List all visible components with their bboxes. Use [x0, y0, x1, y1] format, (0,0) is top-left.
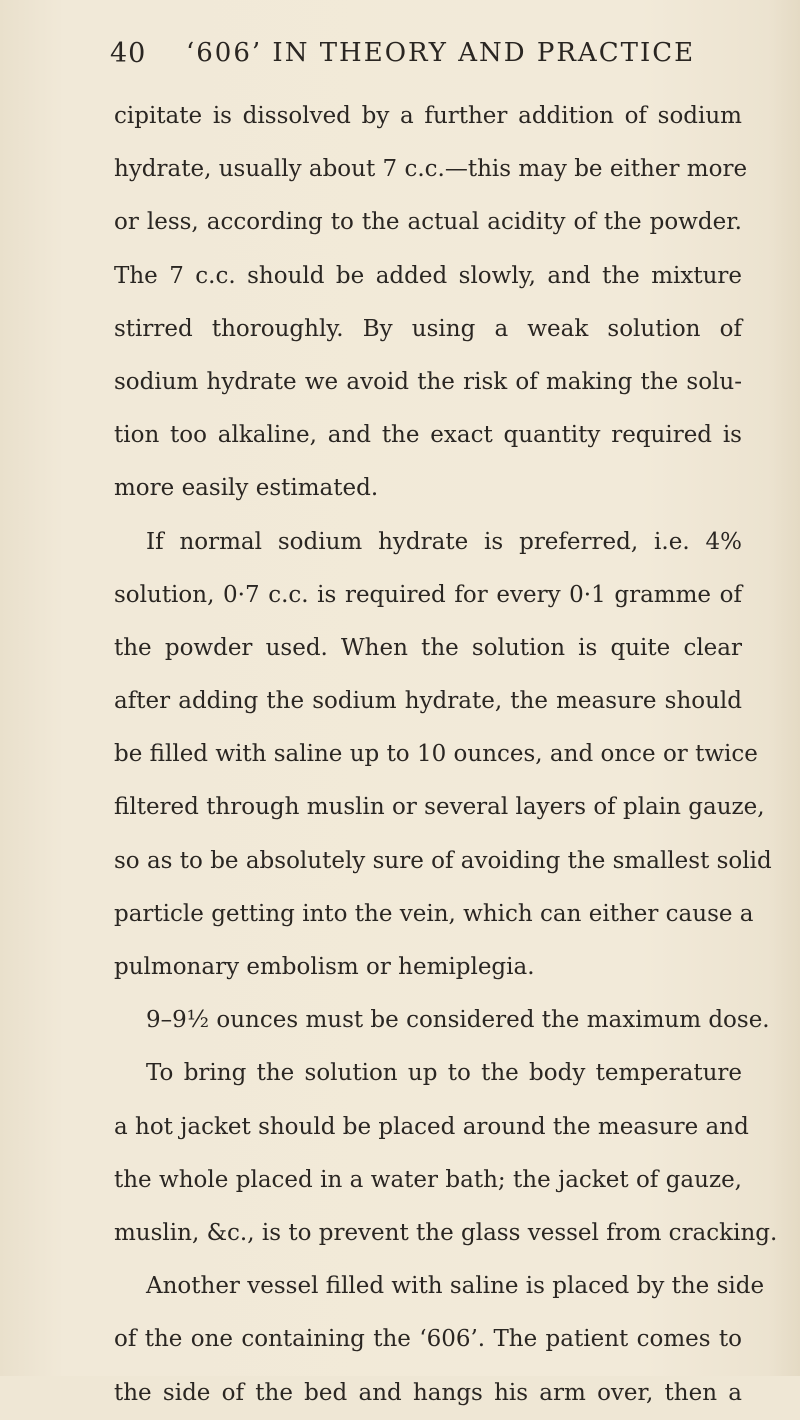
text-line: stirred thoroughly. By using a weak solution of	[114, 315, 742, 342]
text-line: the side of the bed and hangs his arm over, then a	[114, 1379, 742, 1406]
text-line: be filled with saline up to 10 ounces, and once or twice	[114, 741, 758, 768]
text-line: To bring the solution up to the body temperature	[146, 1060, 742, 1087]
text-line: of the one containing the ‘606’. The patient comes to	[114, 1326, 742, 1353]
body-text	[114, 90, 778, 1420]
text-line: sodium hydrate we avoid the risk of making the solu-	[114, 368, 742, 395]
running-title: ‘606’ IN THEORY AND PRACTICE	[186, 38, 696, 68]
text-line: pulmonary embolism or hemiplegia.	[114, 954, 535, 980]
text-line: 9–9½ ounces must be considered the maximum dose.	[146, 1007, 770, 1034]
text-line: or less, according to the actual acidity of the powder.	[114, 209, 742, 236]
text-line: The 7 c.c. should be added slowly, and the mixture	[114, 262, 742, 289]
text-line: solution, 0·7 c.c. is required for every 0·1 gramme of	[114, 581, 742, 608]
text-line: muslin, &c., is to prevent the glass vessel from cracking.	[114, 1219, 778, 1246]
text-line: so as to be absolutely sure of avoiding the smallest solid	[114, 847, 772, 874]
text-line: tion too alkaline, and the exact quantity required is	[114, 422, 742, 449]
text-line: cipitate is dissolved by a further addition of sodium	[114, 103, 742, 129]
text-line: a hot jacket should be placed around the measure and	[114, 1113, 749, 1140]
text-line: hydrate, usually about 7 c.c.—this may be either more	[114, 156, 748, 183]
text-line: Another vessel filled with saline is placed by the side	[146, 1273, 765, 1300]
running-head	[110, 38, 730, 82]
text-line: If normal sodium hydrate is preferred, i.e. 4%	[146, 528, 742, 555]
text-line: filtered through muslin or several layers of plain gauze,	[114, 794, 765, 821]
text-line: after adding the sodium hydrate, the measure should	[114, 688, 742, 715]
text-line: particle getting into the vein, which can either cause a	[114, 900, 754, 927]
text-line: the powder used. When the solution is quite clear	[114, 634, 742, 661]
text-line: the whole placed in a water bath; the jacket of gauze,	[114, 1166, 742, 1193]
text-line: more easily estimated.	[114, 475, 379, 502]
page-number: 40	[110, 38, 147, 69]
